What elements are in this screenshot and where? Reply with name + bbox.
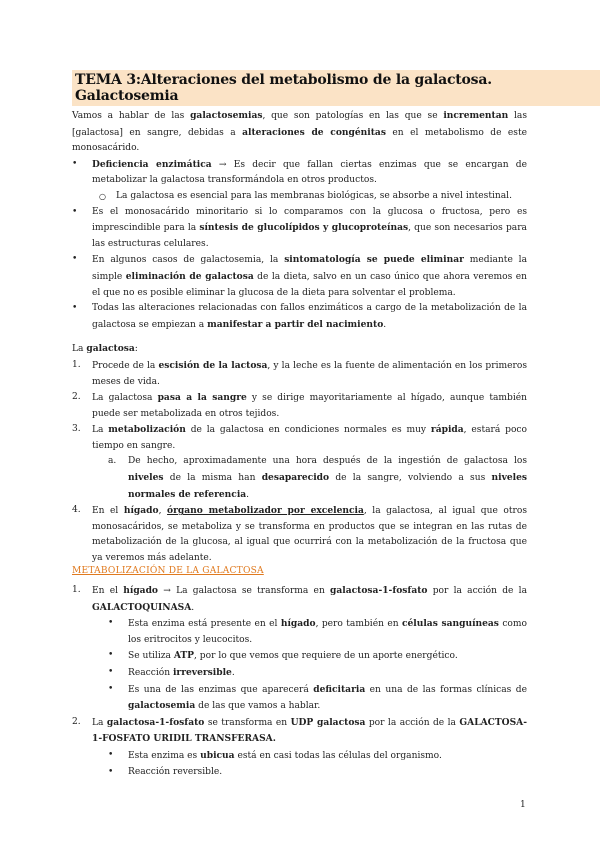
numbered-item: 3. La metabolización de la galactosa en condiciones normales es muy rápida, estará poco tiempo en sangre. (72, 424, 527, 451)
numbered-item: 1. Procede de la escisión de la lactosa, y la leche es la fuente de alimentación en los primeros meses de vida. (72, 359, 527, 387)
page-title: TEMA 3:Alteraciones del metabolismo de la galactosa. Galactosemia (72, 70, 600, 106)
bullet-item: • Todas las alteraciones relacionadas con fallos enzimáticos a cargo de la metabolización de la galactosa se empiezan a manifestar a partir del nacimiento. (72, 301, 527, 333)
bullet-item: • Es una de las enzimas que aparecerá deficitaria en una de las formas clínicas de galactosemia de las que vamos a hablar. (72, 682, 527, 715)
galactosa-heading: La galactosa: (72, 343, 138, 355)
section-heading: METABOLIZACIÓN DE LA GALACTOSA (72, 566, 264, 576)
bullet-item: • Esta enzima está presente en el hígado, pero también en células sanguíneas como los eritrocitos y leucocitos. (72, 616, 527, 648)
metabolization-text (72, 583, 527, 780)
bullet-item: • En algunos casos de galactosemia, la sintomatología se puede eliminar mediante la simple eliminación de galactosa de la dieta, salvo en un caso único que ahora veremos en el que no es posible eliminar la glucosa de la dieta para solventar el problema. (72, 252, 527, 301)
body-text (72, 108, 527, 567)
numbered-item: 4. En el hígado, órgano metabolizador por excelencia, la galactosa, al igual que otros monosacáridos, se metaboliza y se transforma en productos que se integran en las rutas de metabolización de la glucosa, al igual que ocurrirá con la metabolización de la fructosa que ya veremos más adelante. (72, 505, 527, 564)
page-number: 1 (520, 800, 526, 810)
bullet-item: • Es el monosacárido minoritario si lo comparamos con la glucosa o fructosa, pero es imprescindible para la síntesis de glucolípidos y glucoproteínas, que son necesarios para las estructuras celulares. (72, 205, 527, 253)
bullet-item: • Deficiencia enzimática → Es decir que fallan ciertas enzimas que se encargan de metabolizar la galactosa transformándola en otros productos. (72, 157, 527, 189)
bullet-item: • Esta enzima es ubicua está en casi todas las células del organismo. (72, 748, 527, 765)
intro-paragraph: Vamos a hablar de las galactosemias, que son patologías en las que se incrementan las [galactosa] en sangre, debidas a alteraciones de congénitas en el metabolismo de este monosacárido. (72, 110, 527, 154)
bullet-item: • Se utiliza ATP, por lo que vemos que requiere de un aporte energético. (72, 648, 527, 665)
bullet-item: • Reacción irreversible. (72, 665, 527, 682)
bullet-item: • Reacción reversible. (72, 765, 527, 781)
lettered-item: a. De hecho, aproximadamente una hora después de la ingestión de galactosa los niveles de la misma han desaparecido de la sangre, volviendo a sus niveles normales de referencia. (108, 456, 527, 500)
title-block (72, 70, 600, 106)
numbered-item: 2. La galactosa-1-fosfato se transforma en UDP galactosa por la acción de la GALACTOSA-1-FOSFATO URIDIL TRANSFERASA. (72, 716, 528, 745)
numbered-item: 2. La galactosa pasa a la sangre y se dirige mayoritariamente al hígado, aunque también puede ser metabolizada en otros tejidos. (72, 392, 527, 419)
numbered-item: 1. En el hígado → La galactosa se transforma en galactosa-1-fosfato por la acción de la GALACTOQUINASA. (72, 585, 527, 613)
sub-bullet-item: ○ La galactosa es esencial para las membranas biológicas, se absorbe a nivel intestinal. (72, 189, 527, 205)
